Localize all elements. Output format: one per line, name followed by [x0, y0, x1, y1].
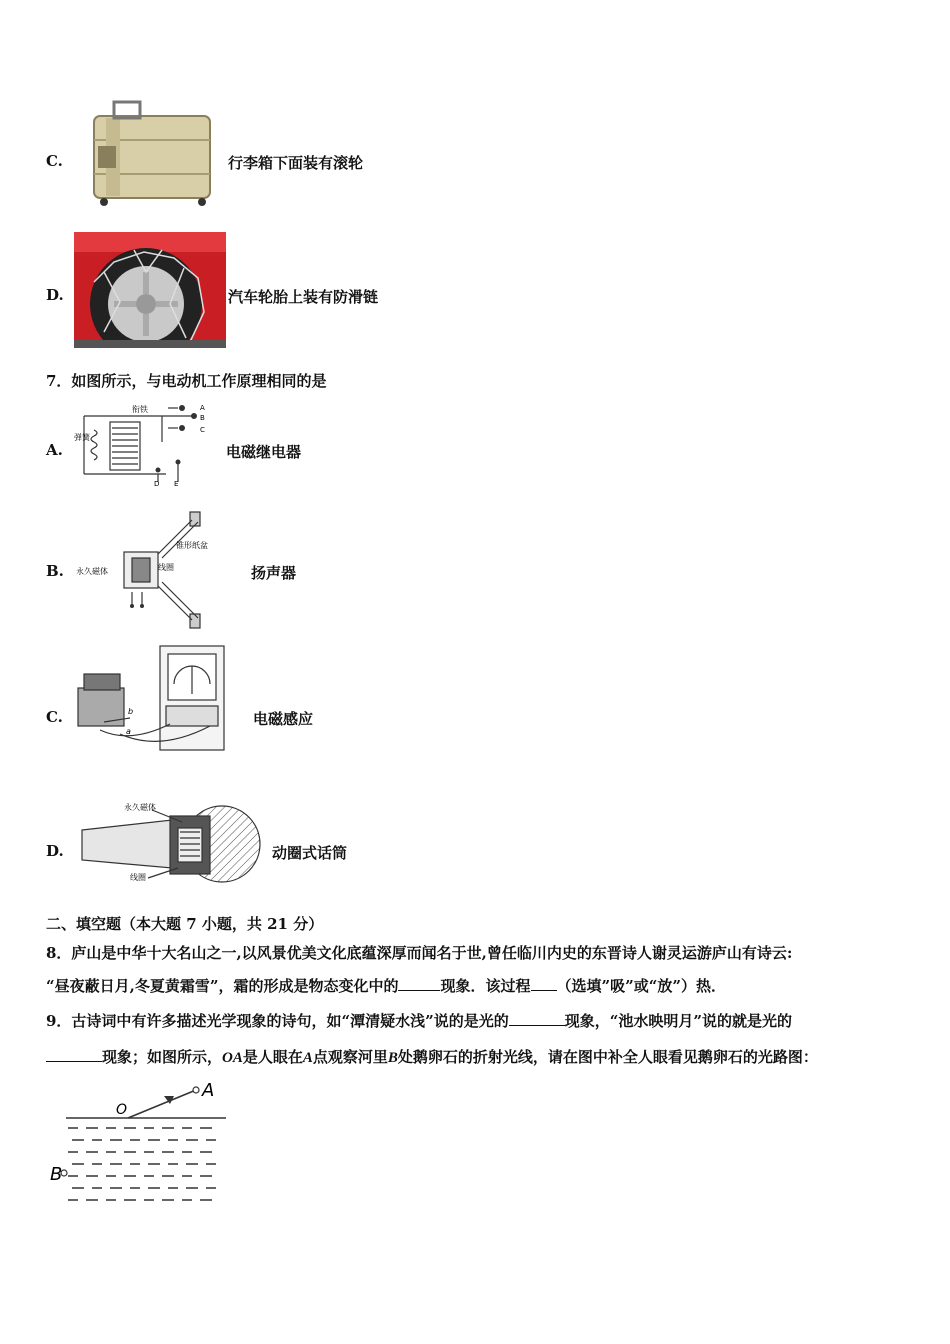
q7-option-c-letter: C.	[46, 708, 63, 726]
induction-figure	[70, 644, 232, 760]
q8-text-a: “昼夜蔽日月,冬夏黄霜雪”，霜的形成是物态变化中的	[46, 977, 399, 995]
q9-text-f: 处鹅卵石的折射光线，请在图中补全人眼看见鹅卵石的光路图：	[397, 1048, 818, 1066]
q8-blank-1[interactable]	[398, 976, 440, 991]
microphone-figure	[72, 798, 262, 896]
q9-line-1	[46, 1010, 792, 1031]
q6-option-d-text: 汽车轮胎上装有防滑链	[228, 288, 379, 306]
fig-label-a: A	[202, 1080, 215, 1101]
relay-terminal-a: A	[200, 404, 205, 412]
mic-coil-label: 线圈	[130, 873, 146, 882]
relay-terminal-e: E	[174, 480, 179, 488]
q6-option-c-letter: C.	[46, 152, 63, 170]
relay-armature-label: 衔铁	[132, 405, 148, 414]
q7-option-d-text: 动圈式话筒	[272, 844, 348, 862]
relay-terminal-c: C	[200, 426, 205, 434]
speaker-coil-label: 线圈	[158, 563, 174, 572]
q8-text-c: （选填”吸”或“放”）热．	[556, 977, 727, 995]
fig-label-b: B	[50, 1164, 63, 1185]
q9-text-b: 现象，“池水映明月”说的就是光的	[564, 1012, 792, 1030]
q7-stem: 7．如图所示，与电动机工作原理相同的是	[46, 372, 327, 390]
q9-blank-2[interactable]	[46, 1047, 102, 1062]
q9-text-e: 点观察河里	[312, 1048, 388, 1066]
loudspeaker-figure	[72, 508, 242, 630]
q9-text-c: 现象；如图所示，	[102, 1048, 223, 1066]
tire-chain-image	[74, 232, 226, 348]
luggage-image	[84, 100, 216, 208]
mic-magnet-label: 永久磁体	[124, 803, 156, 812]
water-dashes	[68, 1128, 216, 1200]
q6-option-c-text: 行李箱下面装有滚轮	[228, 154, 364, 172]
refraction-figure	[46, 1076, 236, 1208]
q7-option-a-letter: A.	[46, 441, 63, 459]
refracted-ray-oa	[128, 1090, 196, 1118]
q8-line-2	[46, 975, 726, 996]
q9-a: A	[302, 1050, 313, 1066]
q9-b: B	[387, 1050, 398, 1066]
q7-option-b-letter: B.	[46, 562, 64, 580]
q7-option-b-text: 扬声器	[251, 564, 297, 582]
q9-blank-1[interactable]	[509, 1011, 565, 1026]
relay-terminal-d: D	[154, 480, 160, 488]
fig-label-o: O	[116, 1102, 128, 1118]
q8-text-b: 现象．该过程	[440, 977, 531, 995]
induction-label-a: a	[126, 727, 131, 736]
speaker-magnet-label: 永久磁体	[76, 567, 108, 576]
q9-line-2	[46, 1046, 818, 1067]
relay-terminal-b: B	[200, 414, 205, 422]
q7-option-a-text: 电磁继电器	[226, 443, 302, 461]
q9-oa: OA	[222, 1050, 243, 1066]
q9-text-d: 是人眼在	[242, 1048, 303, 1066]
q8-blank-2[interactable]	[531, 976, 557, 991]
q7-option-d-letter: D.	[46, 842, 64, 860]
section-heading: 二、填空题（本大题 7 小题，共 21 分）	[46, 915, 324, 933]
speaker-cone-label: 锥形纸盆	[176, 541, 208, 550]
q7-option-c-text: 电磁感应	[253, 710, 314, 728]
q9-text-a: 9．古诗词中有许多描述光学现象的诗句，如“潭清疑水浅”说的是光的	[46, 1012, 509, 1030]
relay-figure	[72, 400, 212, 488]
q6-option-d-letter: D.	[46, 286, 64, 304]
induction-label-b: b	[128, 707, 134, 716]
q8-line-1: 8．庐山是中华十大名山之一,以风景优美文化底蕴深厚而闻名于世,曾任临川内史的东晋诗人谢灵运游庐山有诗云:	[46, 944, 793, 962]
relay-spring-label: 弹簧	[74, 433, 90, 442]
